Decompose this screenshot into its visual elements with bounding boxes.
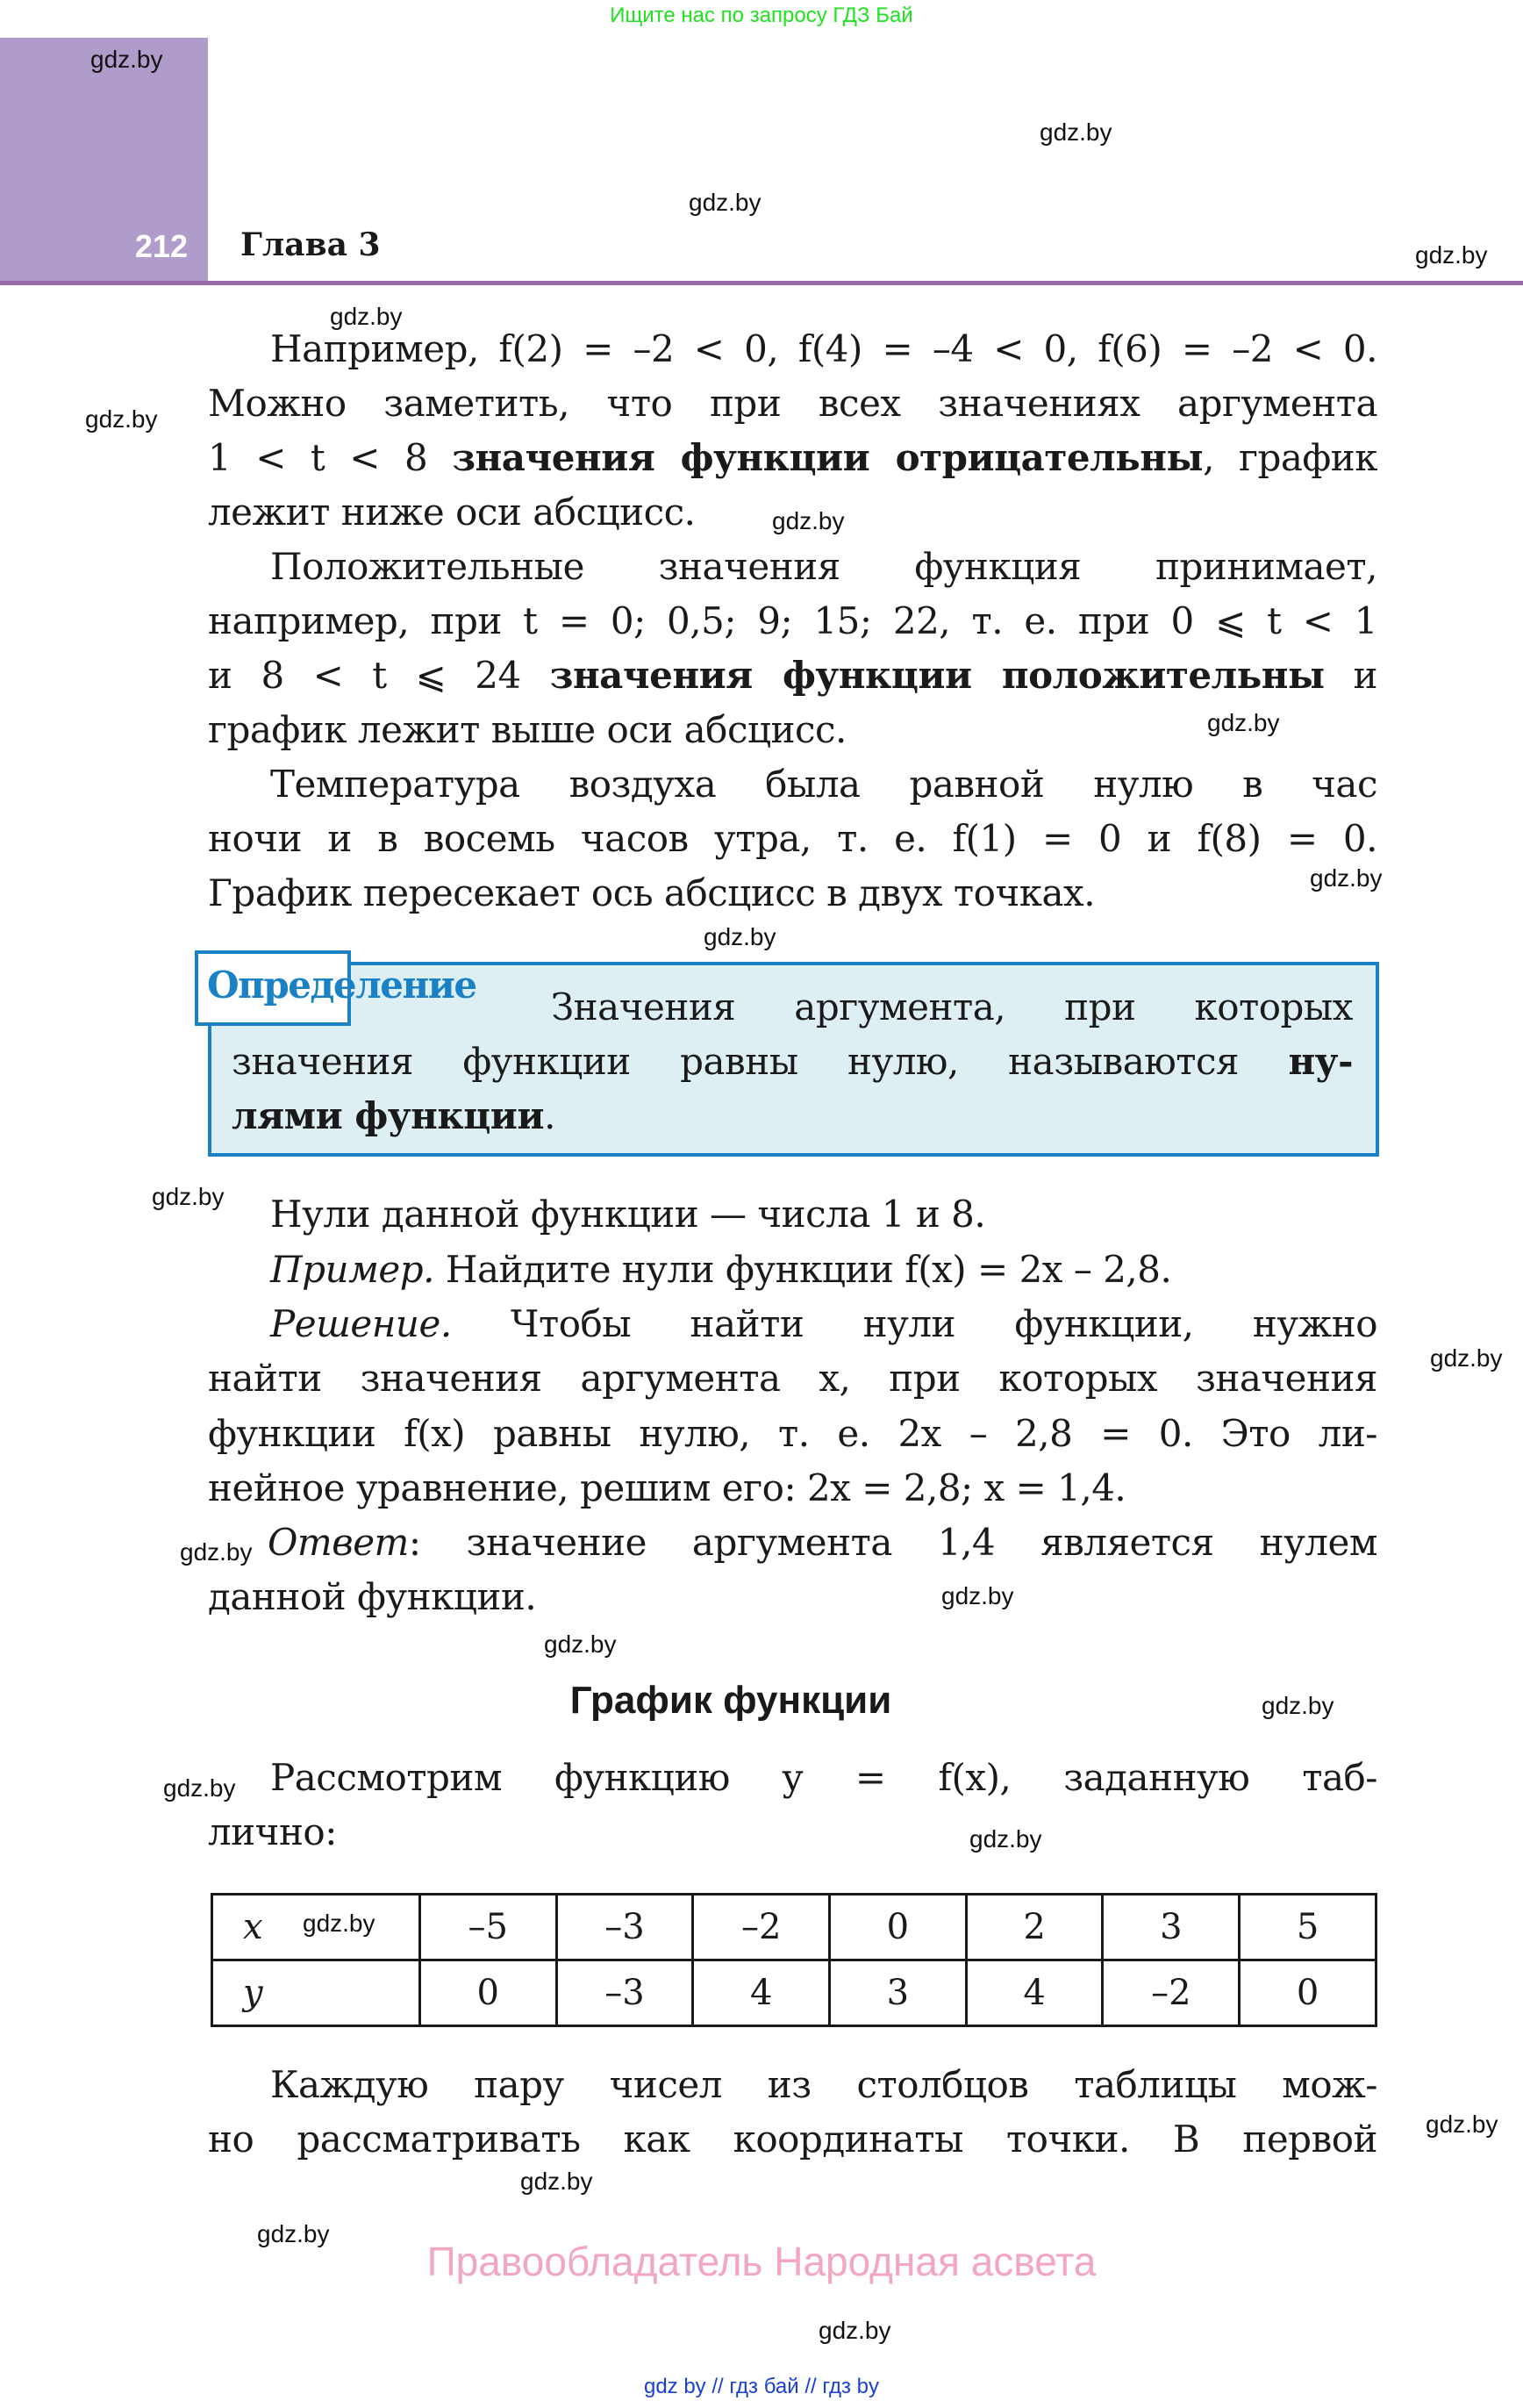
- bold-term: ну-: [1288, 1040, 1353, 1083]
- watermark: gdz.by: [544, 1630, 617, 1658]
- table-cell: 4: [693, 1960, 830, 2026]
- watermark: gdz.by: [520, 2168, 593, 2195]
- bold-term: лями функции: [232, 1094, 545, 1137]
- table-cell: 0: [1240, 1960, 1376, 2026]
- text-line: и 8 < t ⩽ 24 значения функции положительны и: [208, 654, 1378, 697]
- text-line: Рассмотрим функцию y = f(x), заданную таб-: [270, 1756, 1377, 1799]
- table-cell: –3: [556, 1895, 693, 1960]
- text-line: данной функции.: [208, 1575, 537, 1618]
- header-rule: [0, 281, 1523, 285]
- table-cell: 5: [1240, 1895, 1376, 1960]
- table-cell: –5: [419, 1895, 556, 1960]
- text-line: Положительные значения функция принимает,: [270, 545, 1377, 588]
- text-line: но рассматривать как координаты точки. В первой: [208, 2118, 1377, 2161]
- chapter-title: Глава 3: [240, 226, 381, 263]
- definition-label: Определение: [207, 964, 476, 1007]
- watermark: gdz.by: [1310, 864, 1383, 892]
- text-line: 1 < t < 8 значения функции отрицательны, график: [208, 436, 1377, 479]
- answer-line: Ответ: значение аргумента 1,4 является нулем: [268, 1521, 1377, 1564]
- definition-line: лями функции.: [232, 1094, 555, 1137]
- watermark: gdz.by: [704, 923, 776, 950]
- copyright-owner: Правообладатель Народная асвета: [426, 2239, 1097, 2284]
- table-cell: 4: [966, 1960, 1103, 2026]
- example-label: Пример.: [270, 1248, 434, 1291]
- watermark: gdz.by: [85, 405, 158, 433]
- text-line: лично:: [208, 1810, 337, 1853]
- bold-term: значения функции отрицательны: [452, 436, 1204, 479]
- definition-line: Значения аргумента, при которых: [551, 985, 1353, 1028]
- bold-term: значения функции положительны: [549, 654, 1325, 697]
- footer-links[interactable]: gdz by // гдз бай // гдз by: [643, 2375, 880, 2398]
- text-line: лежит ниже оси абсцисс.: [208, 491, 696, 534]
- text-line: Например, f(2) = –2 < 0, f(4) = –4 < 0, f(6) = –2 < 0.: [270, 327, 1377, 370]
- watermark: gdz.by: [90, 46, 163, 73]
- text-line: Нули данной функции — числа 1 и 8.: [270, 1193, 986, 1236]
- text-line: например, при t = 0; 0,5; 9; 15; 22, т. е. при 0 ⩽ t < 1: [208, 599, 1377, 642]
- table-cell: –2: [693, 1895, 830, 1960]
- table-cell: 3: [1103, 1895, 1240, 1960]
- table-cell: 0: [830, 1895, 967, 1960]
- answer-label: Ответ: [268, 1521, 409, 1564]
- text-line: график лежит выше оси абсцисс.: [208, 708, 847, 751]
- table-cell: 2: [966, 1895, 1103, 1960]
- table-row-x: [212, 1895, 1376, 1960]
- text-line: Каждую пару чисел из столбцов таблицы мож-: [270, 2063, 1377, 2106]
- watermark: gdz.by: [1262, 1692, 1334, 1719]
- values-table: [211, 1893, 1377, 2027]
- text-line: Можно заметить, что при всех значениях аргумента: [208, 382, 1377, 425]
- solution-label: Решение.: [270, 1302, 452, 1345]
- example-line: Пример. Найдите нули функции f(x) = 2x – 2,8.: [270, 1248, 1172, 1291]
- row-label-x: x: [212, 1895, 420, 1960]
- watermark: gdz.by: [1207, 709, 1280, 736]
- watermark: gdz.by: [689, 189, 762, 216]
- text-line: ночи и в восемь часов утра, т. е. f(1) = 0 и f(8) = 0.: [208, 817, 1377, 860]
- watermark: gdz.by: [152, 1183, 225, 1210]
- table-cell: 3: [830, 1960, 967, 2026]
- text-line: функции f(x) равны нулю, т. е. 2x – 2,8 = 0. Это ли-: [208, 1412, 1377, 1455]
- watermark: gdz.by: [819, 2317, 891, 2344]
- watermark: gdz.by: [303, 1910, 375, 1937]
- watermark: gdz.by: [772, 507, 845, 534]
- row-label-y: y: [212, 1960, 420, 2026]
- watermark: gdz.by: [180, 1538, 253, 1566]
- page-number: 212: [134, 228, 188, 264]
- table-cell: –2: [1103, 1960, 1240, 2026]
- watermark: gdz.by: [969, 1825, 1042, 1853]
- watermark: gdz.by: [330, 303, 403, 330]
- table-row-y: [212, 1960, 1376, 2026]
- watermark: gdz.by: [163, 1774, 236, 1802]
- watermark: gdz.by: [1415, 241, 1488, 269]
- watermark: gdz.by: [941, 1582, 1014, 1609]
- text-line: Температура воздуха была равной нулю в час: [270, 763, 1377, 806]
- watermark: gdz.by: [1040, 118, 1112, 146]
- watermark: gdz.by: [1426, 2111, 1498, 2138]
- watermark: gdz.by: [257, 2220, 330, 2247]
- section-heading: График функции: [569, 1679, 892, 1722]
- text-line: График пересекает ось абсцисс в двух точках.: [208, 871, 1096, 914]
- table-cell: –3: [556, 1960, 693, 2026]
- table-cell: 0: [419, 1960, 556, 2026]
- text-line: найти значения аргумента x, при которых значения: [208, 1357, 1377, 1400]
- text-line: нейное уравнение, решим его: 2x = 2,8; x = 1,4.: [208, 1466, 1126, 1509]
- solution-line: Решение. Чтобы найти нули функции, нужно: [270, 1302, 1377, 1345]
- definition-line: значения функции равны нулю, называются ну-: [232, 1040, 1353, 1083]
- watermark: gdz.by: [1430, 1344, 1503, 1372]
- search-banner: Ищите нас по запросу ГДЗ Бай: [610, 4, 913, 27]
